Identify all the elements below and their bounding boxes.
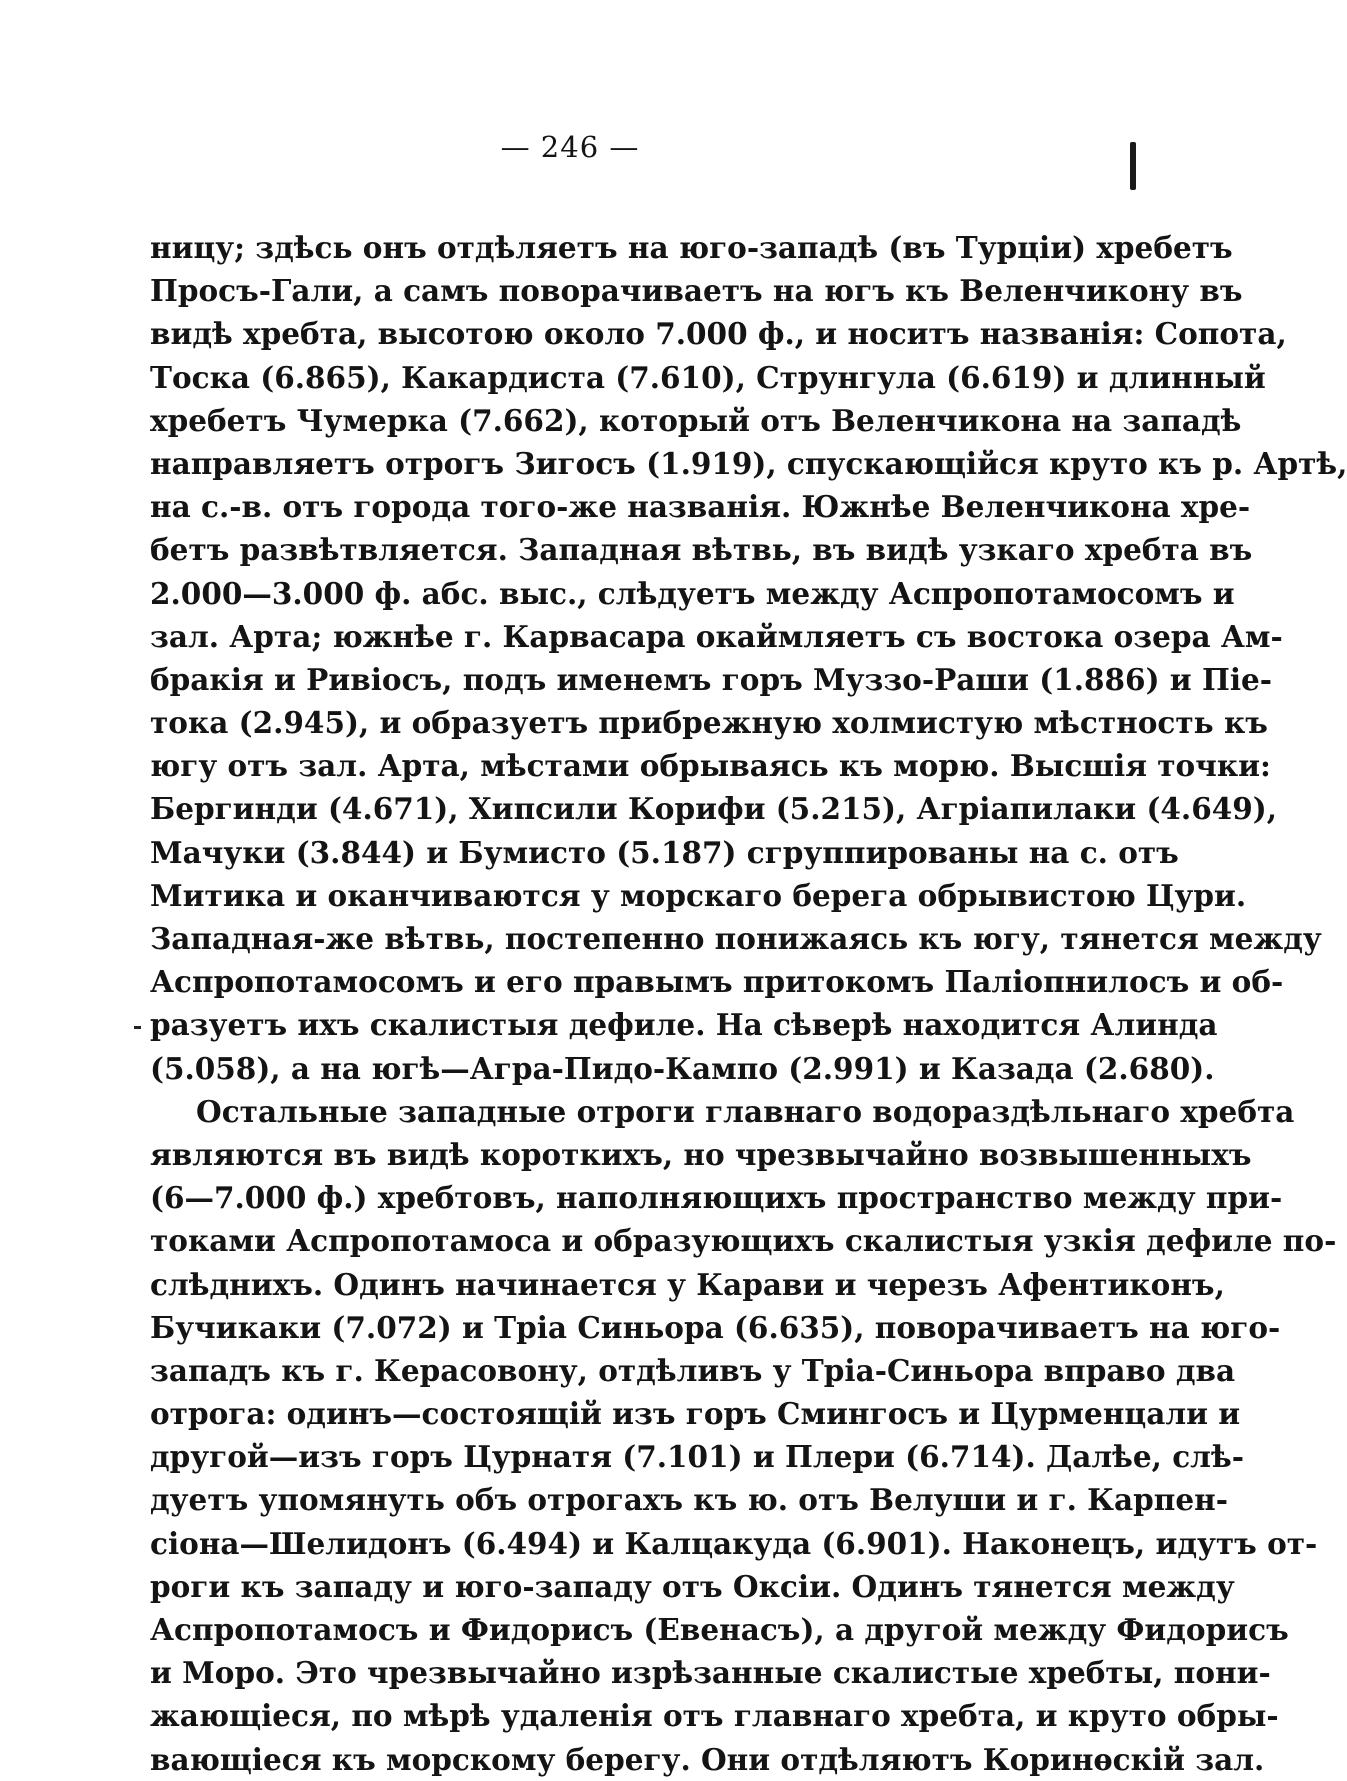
text-line: Аспропотамосъ и Фидорисъ (Евенасъ), а другой между Фидорисъ (150, 1612, 1289, 1647)
text-line: Бергинди (4.671), Хипсили Корифи (5.215), Агріапилаки (4.649), (150, 791, 1278, 827)
text-line: Бучикаки (7.072) и Тріа Синьора (6.635), поворачиваетъ на юго- (150, 1309, 1281, 1345)
text-line: Тоска (6.865), Какардиста (7.610), Струнгула (6.619) и длинный (150, 359, 1266, 395)
text-line: являются въ видѣ короткихъ, но чрезвычайно возвышенныхъ (150, 1136, 1252, 1172)
text-line: (5.058), а на югѣ—Агра-Пидо-Кампо (2.991) и Казада (2.680). (150, 1050, 1215, 1086)
text-line: жающіеся, по мѣрѣ удаленія отъ главнаго хребта, и круто обры- (150, 1698, 1279, 1734)
paragraph-1 (150, 226, 1347, 1090)
text-line: дуетъ упомянуть объ отрогахъ къ ю. отъ Велуши и г. Карпен- (150, 1482, 1228, 1518)
text-line: Просъ-Гали, а самъ поворачиваетъ на югъ къ Веленчикону въ (150, 273, 1243, 309)
page-edge-mark (1130, 142, 1136, 190)
text-line: Остальные западные отроги главнаго водораздѣльнаго хребта (196, 1093, 1295, 1129)
text-line: вающіеся къ морскому берегу. Они отдѣляютъ Коринѳскій зал. (150, 1741, 1265, 1777)
paragraph-2 (150, 1090, 1337, 1781)
margin-mark (134, 1026, 141, 1029)
text-line: направляетъ отрогъ Зигосъ (1.919), спускающійся круто къ р. Артѣ, (150, 445, 1347, 481)
body-text (150, 226, 1347, 1781)
text-line: Митика и оканчиваются у морскаго берега обрывистою Цури. (150, 877, 1247, 913)
text-line: токами Аспропотамоса и образующихъ скалистыя узкія дефиле по- (150, 1223, 1337, 1259)
text-line: сіона—Шелидонъ (6.494) и Калцакуда (6.901). Наконецъ, идутъ от- (150, 1525, 1318, 1561)
text-line: Аспропотамосомъ и его правымъ притокомъ Паліопнилосъ и об- (150, 964, 1284, 1000)
text-line: тока (2.945), и образуетъ прибрежную холмистую мѣстность къ (150, 705, 1268, 741)
text-line: ницу; здѣсь онъ отдѣляетъ на юго-западѣ (въ Турціи) хребетъ (150, 230, 1233, 265)
text-line: бетъ развѣтвляется. Западная вѣтвь, въ видѣ узкаго хребта въ (150, 532, 1253, 568)
text-line: на с.-в. отъ города того-же названія. Южнѣе Веленчикона хре- (150, 489, 1251, 525)
text-line: Мачуки (3.844) и Бумисто (5.187) сгруппированы на с. отъ (150, 834, 1179, 870)
text-line: зал. Арта; южнѣе г. Карвасара окаймляетъ съ востока озера Ам- (150, 618, 1283, 654)
text-line: хребетъ Чумерка (7.662), который отъ Веленчикона на западѣ (150, 402, 1242, 438)
text-line: бракія и Ривіосъ, подъ именемъ горъ Муззо-Раши (1.886) и Піе- (150, 661, 1273, 697)
text-line: Западная-же вѣтвь, постепенно понижаясь къ югу, тянется между (150, 921, 1322, 956)
text-line: 2.000—3.000 ф. абс. выс., слѣдуетъ между Аспропотамосомъ и (150, 575, 1235, 611)
text-line: югу отъ зал. Арта, мѣстами обрываясь къ морю. Высшія точки: (150, 748, 1271, 784)
text-line: (6—7.000 ф.) хребтовъ, наполняющихъ пространство между при- (150, 1180, 1283, 1216)
text-line: другой—изъ горъ Цурнатя (7.101) и Плери (6.714). Далѣе, слѣ- (150, 1439, 1244, 1475)
text-line: отрога: одинъ—состоящій изъ горъ Смингосъ и Цурменцали и (150, 1396, 1241, 1432)
text-line: роги къ западу и юго-западу отъ Оксіи. Одинъ тянется между (150, 1568, 1235, 1604)
text-line: видѣ хребта, высотою около 7.000 ф., и носитъ названія: Сопота, (150, 316, 1287, 352)
text-line: западъ къ г. Керасовону, отдѣливъ у Тріа-Синьора вправо два (150, 1352, 1236, 1388)
text-line: и Моро. Это чрезвычайно изрѣзанные скалистые хребты, пони- (150, 1655, 1271, 1691)
page-number: — 246 — (500, 130, 640, 164)
text-line: разуетъ ихъ скалистыя дефиле. На сѣверѣ находится Алинда (150, 1007, 1218, 1043)
text-line: слѣднихъ. Одинъ начинается у Карави и черезъ Афентиконъ, (150, 1266, 1225, 1302)
